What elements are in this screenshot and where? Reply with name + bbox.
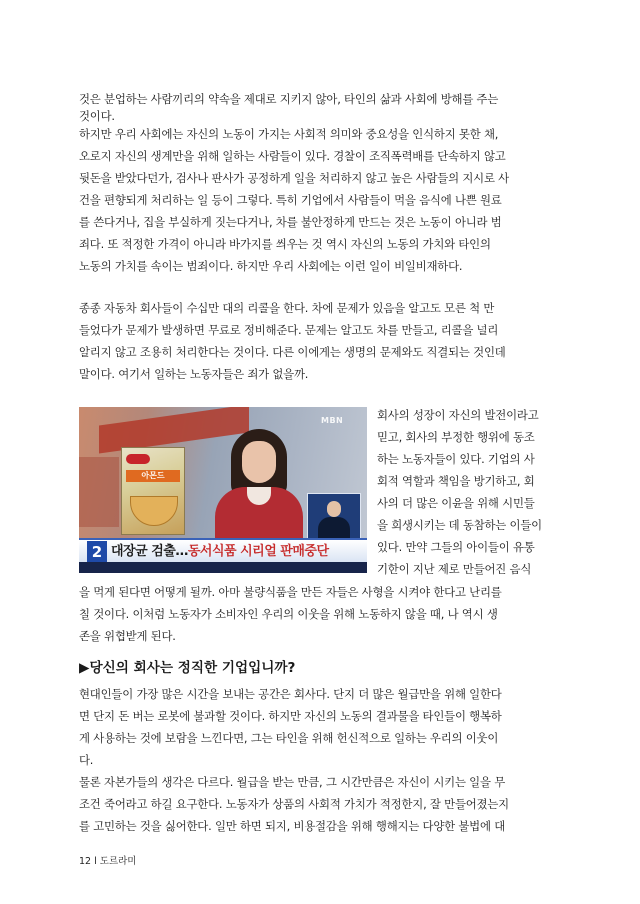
body-line: 뒷돈을 받았다던가, 검사나 판사가 공정하게 일을 처리하지 않고 높은 사람들의 지시로 사 [79,171,509,185]
body-line: 말이다. 여기서 일하는 노동자들은 죄가 없을까. [79,367,309,381]
sign-language-interpreter [307,493,361,541]
body-line: 칠 것이다. 이처럼 노동자가 소비자인 우리의 이웃을 위해 노동하지 않을 때, 나 역시 생 [79,607,498,621]
interpreter-body [318,517,350,539]
body-line: 를 쓴다거나, 집을 부실하게 짓는다거나, 차를 불안정하게 만드는 것은 노동이 아니라 범 [79,215,502,229]
news-broadcast-image [79,407,367,573]
body-line: 하지만 우리 사회에는 자신의 노동이 가지는 사회적 의미와 중요성을 인식하지 못한 채, [79,127,499,141]
side-line: 회적 역할과 책임을 방기하고, 회 [377,474,535,488]
body-line: 들었다가 문제가 발생하면 무료로 정비해준다. 문제는 알고도 차를 만들고, 리콜을 널리 [79,323,499,337]
side-line: 사의 더 많은 이윤을 위해 시민들 [377,496,535,510]
side-line: 을 희생시키는 데 동참하는 이들이 [377,518,542,532]
side-line: 있다. 만약 그들의 아이들이 유통 [377,540,535,554]
cereal-bowl [130,496,178,526]
body-line: 것이다. [79,109,115,123]
interpreter-face [327,501,341,517]
body-line: 현대인들이 가장 많은 시간을 보내는 공간은 회사다. 단지 더 많은 월급만을 위해 일한다 [79,687,502,701]
cereal-box-label: 아몬드 [126,470,180,482]
body-line: 죄다. 또 적정한 가격이 아니라 바가지를 씌우는 것 역시 자신의 노동의 가치와 타인의 [79,237,491,251]
body-line: 노동의 가치를 속이는 범죄이다. 하지만 우리 사회에는 이런 일이 비일비재하다. [79,259,463,273]
channel-logo: MBN [321,416,344,425]
body-line: 존을 위협받게 된다. [79,629,176,643]
body-line: 알리지 않고 조용히 처리한다는 것이다. 다른 이에게는 생명의 문제와도 직결되는 것인데 [79,345,506,359]
side-line: 하는 노동자들이 있다. 기업의 사 [377,452,535,466]
page-footer: 12 l 도르라미 [79,856,137,867]
cereal-box [121,447,185,535]
side-line: 기한이 지난 제로 만들어진 음식 [377,562,532,576]
body-line: 건을 편향되게 처리하는 일 등이 그렇다. 특히 기업에서 사람들이 먹을 음식에 나쁜 원료 [79,193,502,207]
cereal-brand-logo [126,454,150,464]
ticker-caption [111,540,329,564]
body-line: 것은 분업하는 사람끼리의 약속을 제대로 지키지 않아, 타인의 삶과 사회에 방해를 주는 [79,92,499,106]
ticker-lower-bar [79,562,367,573]
ticker-caption-red: 동서식품 시리얼 판매중단 [187,544,329,559]
body-line: 종종 자동차 회사들이 수십만 대의 리콜을 한다. 차에 문제가 있음을 알고도 모른 척 만 [79,301,495,315]
ticker-caption-black: 대장균 검출… [111,544,188,559]
anchor-face [242,441,276,483]
side-line: 회사의 성장이 자신의 발전이라고 [377,408,539,422]
side-line: 믿고, 회사의 부정한 행위에 동조 [377,430,535,444]
body-line: 게 사용하는 것에 보람을 느낀다면, 그는 타인을 위해 헌신적으로 일하는 우리의 이웃이 [79,731,499,745]
ticker-number: 2 [87,541,107,563]
body-line: 다. [79,753,94,767]
news-anchor [211,429,307,539]
section-heading: ▶당신의 회사는 정직한 기업입니까? [79,660,296,676]
body-line: 오로지 자신의 생계만을 위해 일하는 사람들이 있다. 경찰이 조직폭력배를 단속하지 않고 [79,149,506,163]
body-line: 면 단지 돈 버는 로봇에 불과할 것이다. 하지만 자신의 노동의 결과물을 타인들이 행복하 [79,709,502,723]
body-line: 조건 죽어라고 하길 요구한다. 노동자가 상품의 사회적 가치가 적정한지, 잘 만들어졌는지 [79,797,509,811]
building-sign-left [79,457,119,527]
body-line: 를 고민하는 것을 싫어한다. 일만 하면 되지, 비용절감을 위해 행해지는 다양한 불법에 대 [79,819,506,833]
news-ticker [79,538,367,564]
body-line: 을 먹게 된다면 어떻게 될까. 아마 불량식품을 만든 자들은 사형을 시켜야 한다고 난리를 [79,585,502,599]
body-line: 물론 자본가들의 생각은 다르다. 월급을 받는 만큼, 그 시간만큼은 자신이 시키는 일을 무 [79,775,506,789]
